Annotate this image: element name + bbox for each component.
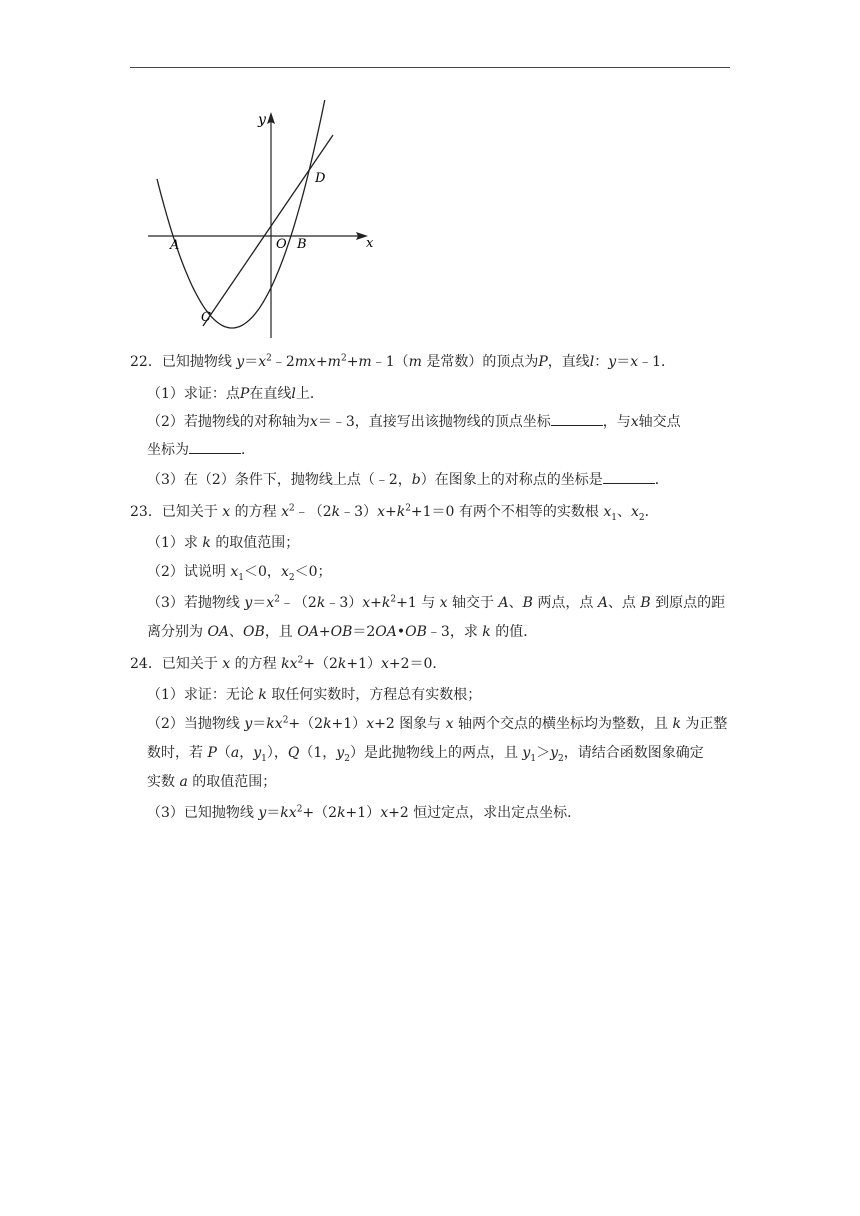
answer-blank: [551, 412, 603, 426]
label-d: D: [315, 171, 326, 186]
label-x: x: [366, 236, 374, 251]
header-rule: [130, 67, 730, 68]
q24-part3: （3）已知抛物线 $y=kx^2+(2k+1)x+2$ 恒过定点，求出定点坐标．: [147, 804, 582, 821]
q24-stem: 24．已知关于 x 的方程 $kx^2+(2k+1)x+2=0$．: [130, 655, 447, 672]
q23-part3: （3）若抛物线 $y=x^2﹣(2k﹣3)x+k^2+1$ 与 x 轴交于 A、B 两点，点 A、点 B 到原点的距: [147, 594, 726, 611]
q24-part2: （2）当抛物线 $y=kx^2+(2k+1)x+2$ 图象与 x 轴两个交点的横坐标均为整数，且 k 为正整: [147, 715, 728, 732]
answer-blank: [603, 470, 655, 484]
q23-part1: （1）求 k 的取值范围；: [147, 535, 300, 551]
q22-part1: （1）求证：点P在直线l上．: [147, 386, 324, 402]
q24-part2-cont: 数时，若 P（a，$y_1$），Q（1，$y_2$）是此抛物线上的两点，且 $y_1>y_2$，请结合函数图象确定: [147, 745, 704, 764]
parabola-curve: [157, 100, 327, 328]
line-l: [203, 135, 333, 326]
q22-stem: 22．已知抛物线 $y=x^2﹣2mx+m^2+m﹣1(m$ 是常数）的顶点为P，直线l：y＝x﹣1．: [130, 353, 676, 370]
answer-blank: [189, 440, 241, 454]
q23-stem: 23．已知关于 x 的方程 $x^2﹣(2k﹣3)x+k^2+1=0$ 有两个不相等的实数根 $x_1$、$x_2$．: [130, 503, 659, 523]
q22-part2: （2）若抛物线的对称轴为x＝﹣3，直接写出该抛物线的顶点坐标 ，与x轴交点: [147, 414, 681, 430]
q24-part2-cont2: 实数 a 的取值范围；: [147, 774, 277, 790]
parabola-figure: [140, 100, 390, 345]
q24-part1: （1）求证：无论 k 取任何实数时，方程总有实数根；: [147, 687, 482, 703]
q23-part3-cont: 离分别为 OA、OB，且 OA+OB＝2OA•OB﹣3，求 k 的值．: [147, 624, 538, 640]
q23-part2: （2）试说明 $x_1<0$，$x_2<0$；: [147, 564, 332, 583]
q22-part3: （3）在（2）条件下，抛物线上点（﹣2，b）在图象上的对称点的坐标是 ．: [147, 472, 669, 488]
q22-part2-cont: 坐标为 ．: [147, 442, 255, 458]
label-c: C: [201, 310, 211, 325]
label-y: y: [258, 112, 266, 128]
label-b: B: [297, 237, 307, 252]
label-a: A: [170, 238, 180, 253]
label-o: O: [276, 237, 287, 252]
